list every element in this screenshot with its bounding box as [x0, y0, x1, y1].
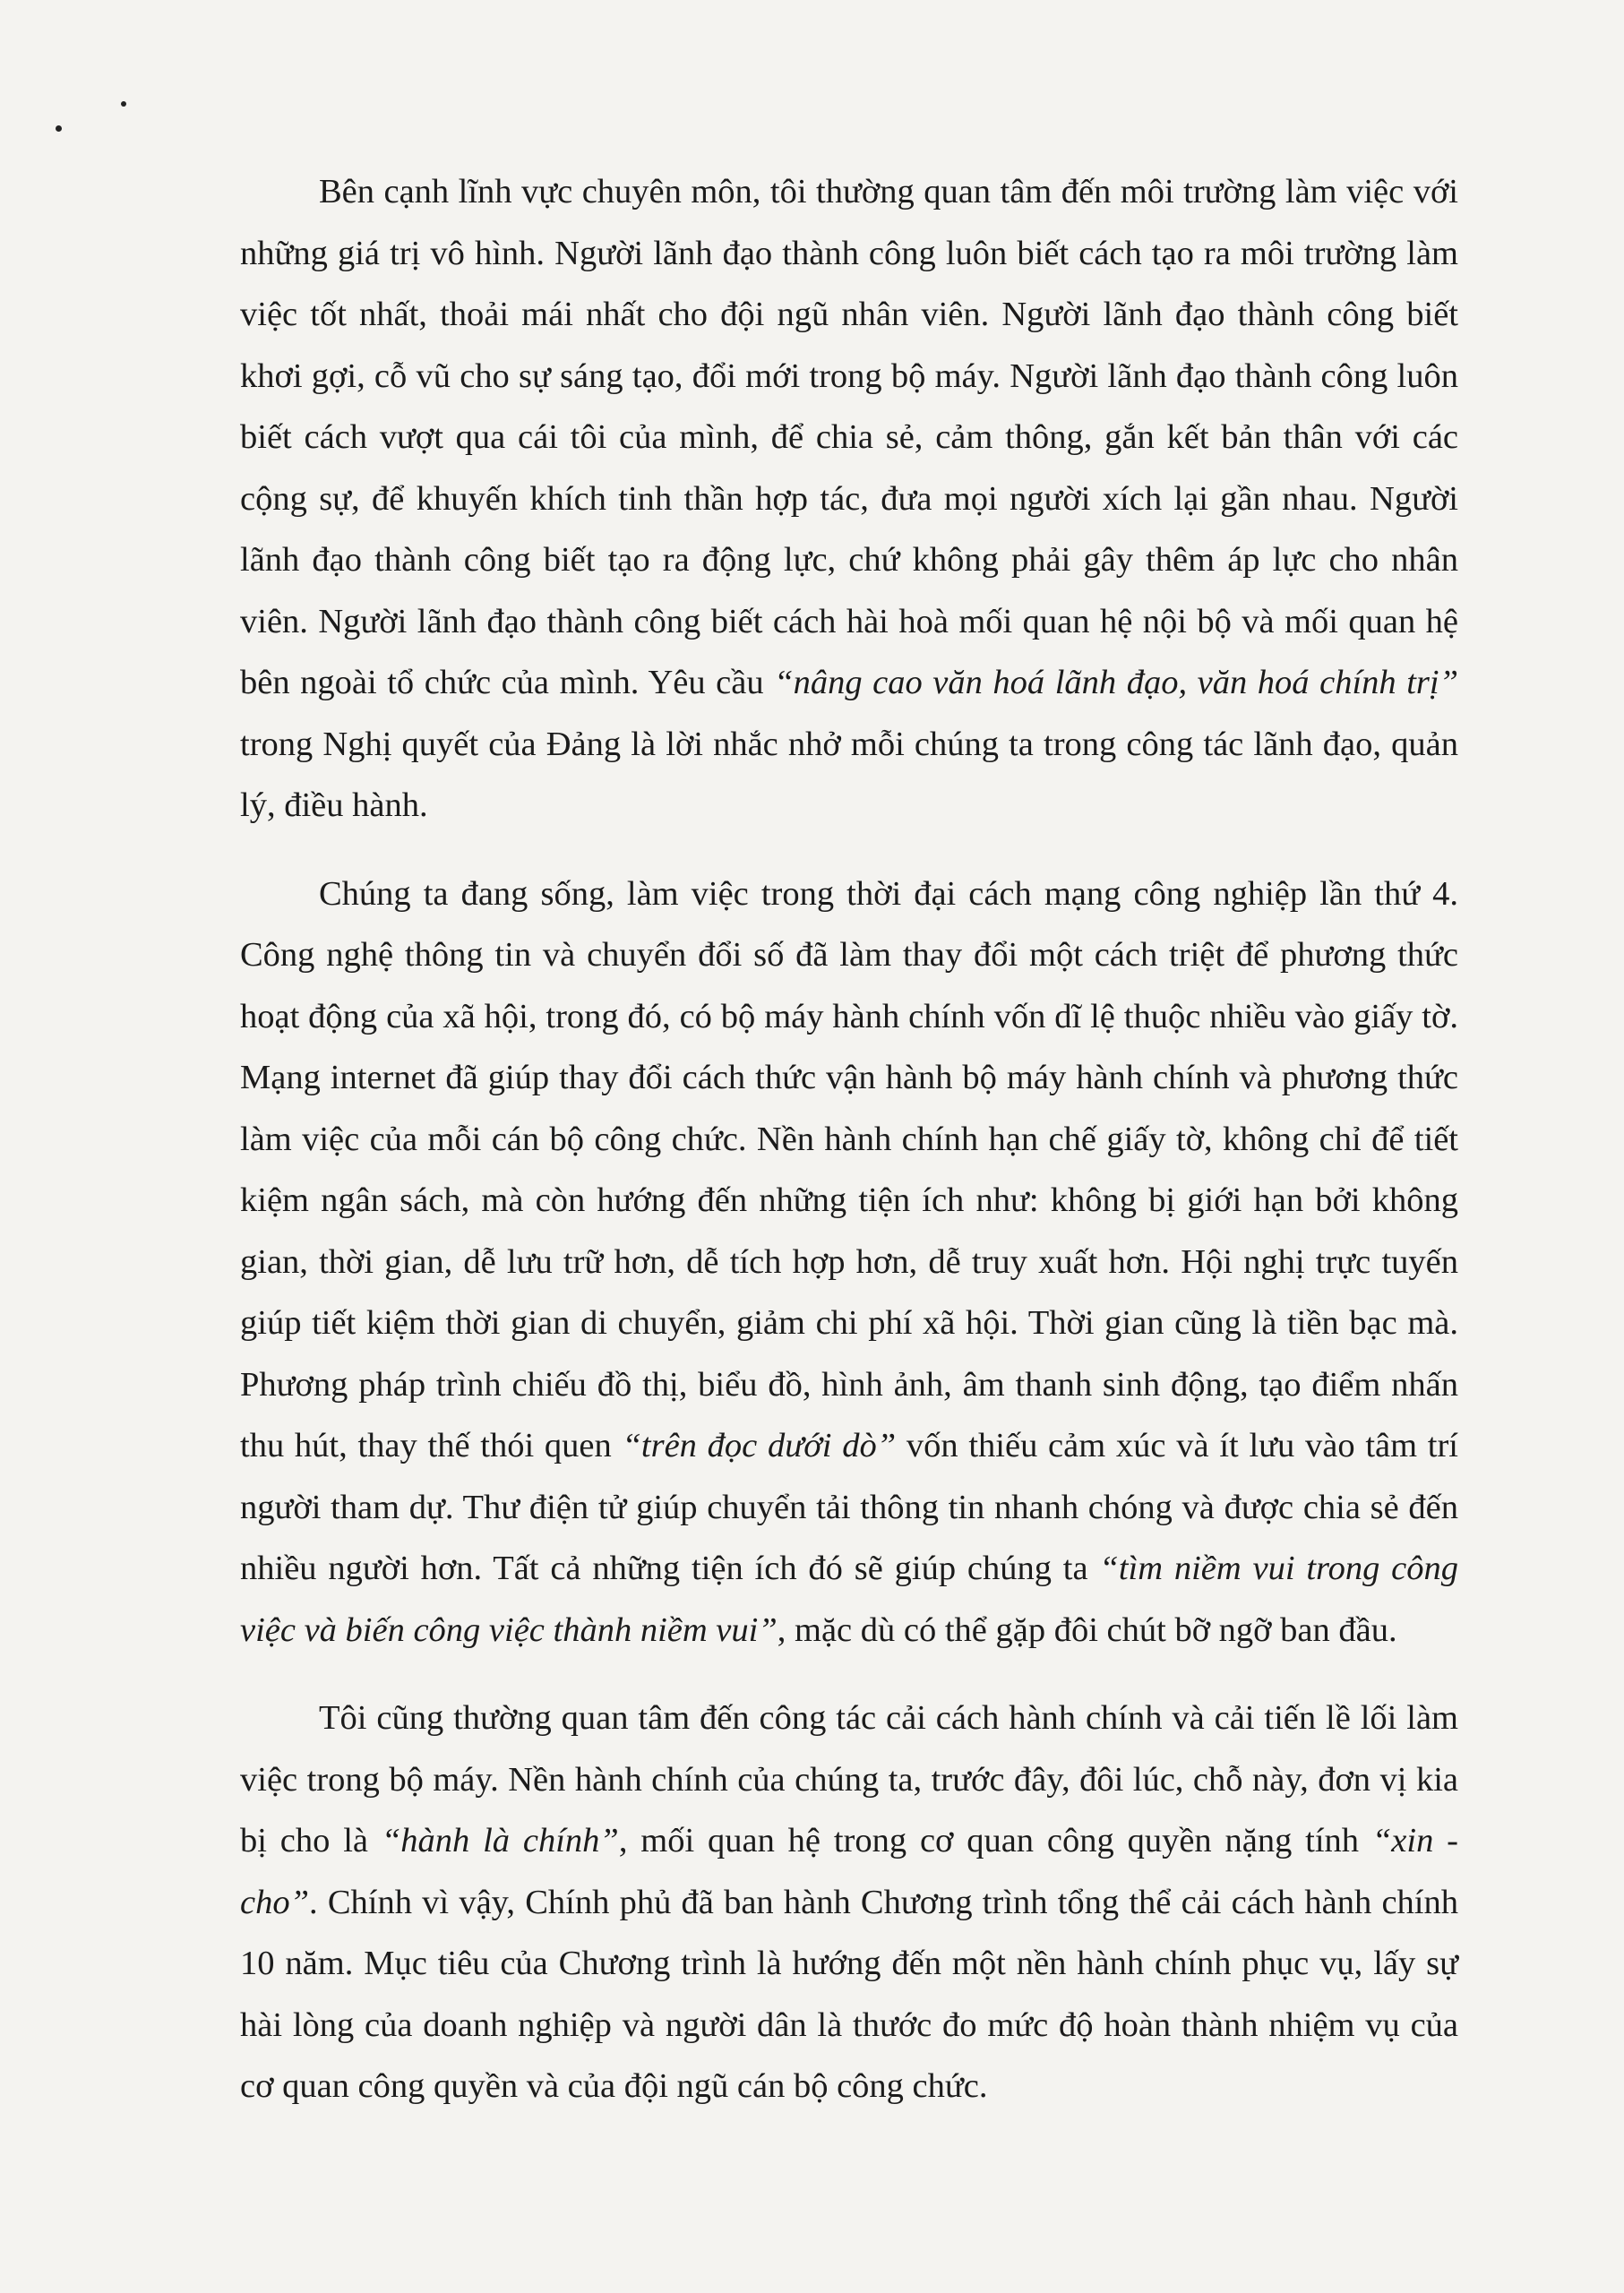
italic-quote: “nâng cao văn hoá lãnh đạo, văn hoá chính trị”	[774, 664, 1458, 701]
italic-quote: “hành là chính”	[381, 1822, 619, 1859]
paragraph-leadership-culture	[240, 161, 1458, 837]
text-run: Bên cạnh lĩnh vực chuyên môn, tôi thường quan tâm đến môi trường làm việc với những giá trị vô hình. Người lãnh đạo thành công luôn biết cách tạo ra môi trường làm việc tốt nhất, thoải mái nhất cho đội ngũ nhân viên. Người lãnh đạo thành công biết khơi gợi, cỗ vũ cho sự sáng tạo, đổi mới trong bộ máy. Người lãnh đạo thành công luôn biết cách vượt qua cái tôi của mình, để chia sẻ, cảm thông, gắn kết bản thân với các cộng sự, để khuyến khích tinh thần hợp tác, đưa mọi người xích lại gần nhau. Người lãnh đạo thành công biết tạo ra động lực, chứ không phải gây thêm áp lực cho nhân viên. Người lãnh đạo thành công biết cách hài hoà mối quan hệ nội bộ và mối quan hệ bên ngoài tổ chức của mình. Yêu cầu	[240, 173, 1458, 701]
italic-quote: “trên đọc dưới dò”	[622, 1427, 897, 1464]
paragraph-administrative-reform	[240, 1688, 1458, 2117]
scan-speck	[56, 125, 62, 132]
text-run: . Chính vì vậy, Chính phủ đã ban hành Chương trình tổng thể cải cách hành chính 10 năm. Mục tiêu của Chương trình là hướng đến một nền hành chính phục vụ, lấy sự hài lòng của doanh nghiệp và người dân là thước đo mức độ hoàn thành nhiệm vụ của cơ quan công quyền và của đội ngũ cán bộ công chức.	[240, 1883, 1458, 2105]
italic-quote: “tìm niềm vui trong công việc và biến công việc thành niềm vui”	[240, 1550, 1459, 1649]
paragraph-digital-transformation	[240, 863, 1458, 1662]
text-run: Chúng ta đang sống, làm việc trong thời đại cách mạng công nghiệp lần thứ 4. Công nghệ thông tin và chuyển đổi số đã làm thay đổi một cách triệt để phương thức hoạt động của xã hội, trong đó, có bộ máy hành chính vốn dĩ lệ thuộc nhiều vào giấy tờ. Mạng internet đã giúp thay đổi cách thức vận hành bộ máy hành chính và phương thức làm việc của mỗi cán bộ công chức. Nền hành chính hạn chế giấy tờ, không chỉ để tiết kiệm ngân sách, mà còn hướng đến những tiện ích như: không bị giới hạn bởi không gian, thời gian, dễ lưu trữ hơn, dễ tích hợp hơn, dễ truy xuất hơn. Hội nghị trực tuyến giúp tiết kiệm thời gian di chuyển, giảm chi phí xã hội. Thời gian cũng là tiền bạc mà. Phương pháp trình chiếu đồ thị, biểu đồ, hình ảnh, âm thanh sinh động, tạo điểm nhấn thu hút, thay thế thói quen	[240, 874, 1458, 1464]
text-run: , mối quan hệ trong cơ quan công quyền nặng tính	[618, 1822, 1372, 1859]
text-run: trong Nghị quyết của Đảng là lời nhắc nhở mỗi chúng ta trong công tác lãnh đạo, quản lý, điều hành.	[240, 725, 1458, 824]
text-run: , mặc dù có thể gặp đôi chút bỡ ngỡ ban đầu.	[777, 1610, 1397, 1649]
text-run: vốn thiếu cảm xúc và ít lưu vào tâm trí người tham dự. Thư điện tử giúp chuyển tải thông tin nhanh chóng và được chia sẻ đến nhiều người hơn. Tất cả những tiện ích đó sẽ giúp chúng ta	[240, 1427, 1458, 1587]
scan-speck	[121, 101, 126, 107]
body-text	[240, 161, 1458, 2117]
italic-quote: “xin - cho”	[240, 1822, 1458, 1921]
text-run: Tôi cũng thường quan tâm đến công tác cải cách hành chính và cải tiến lề lối làm việc trong bộ máy. Nền hành chính của chúng ta, trước đây, đôi lúc, chỗ này, đơn vị kia bị cho là	[240, 1699, 1458, 1859]
